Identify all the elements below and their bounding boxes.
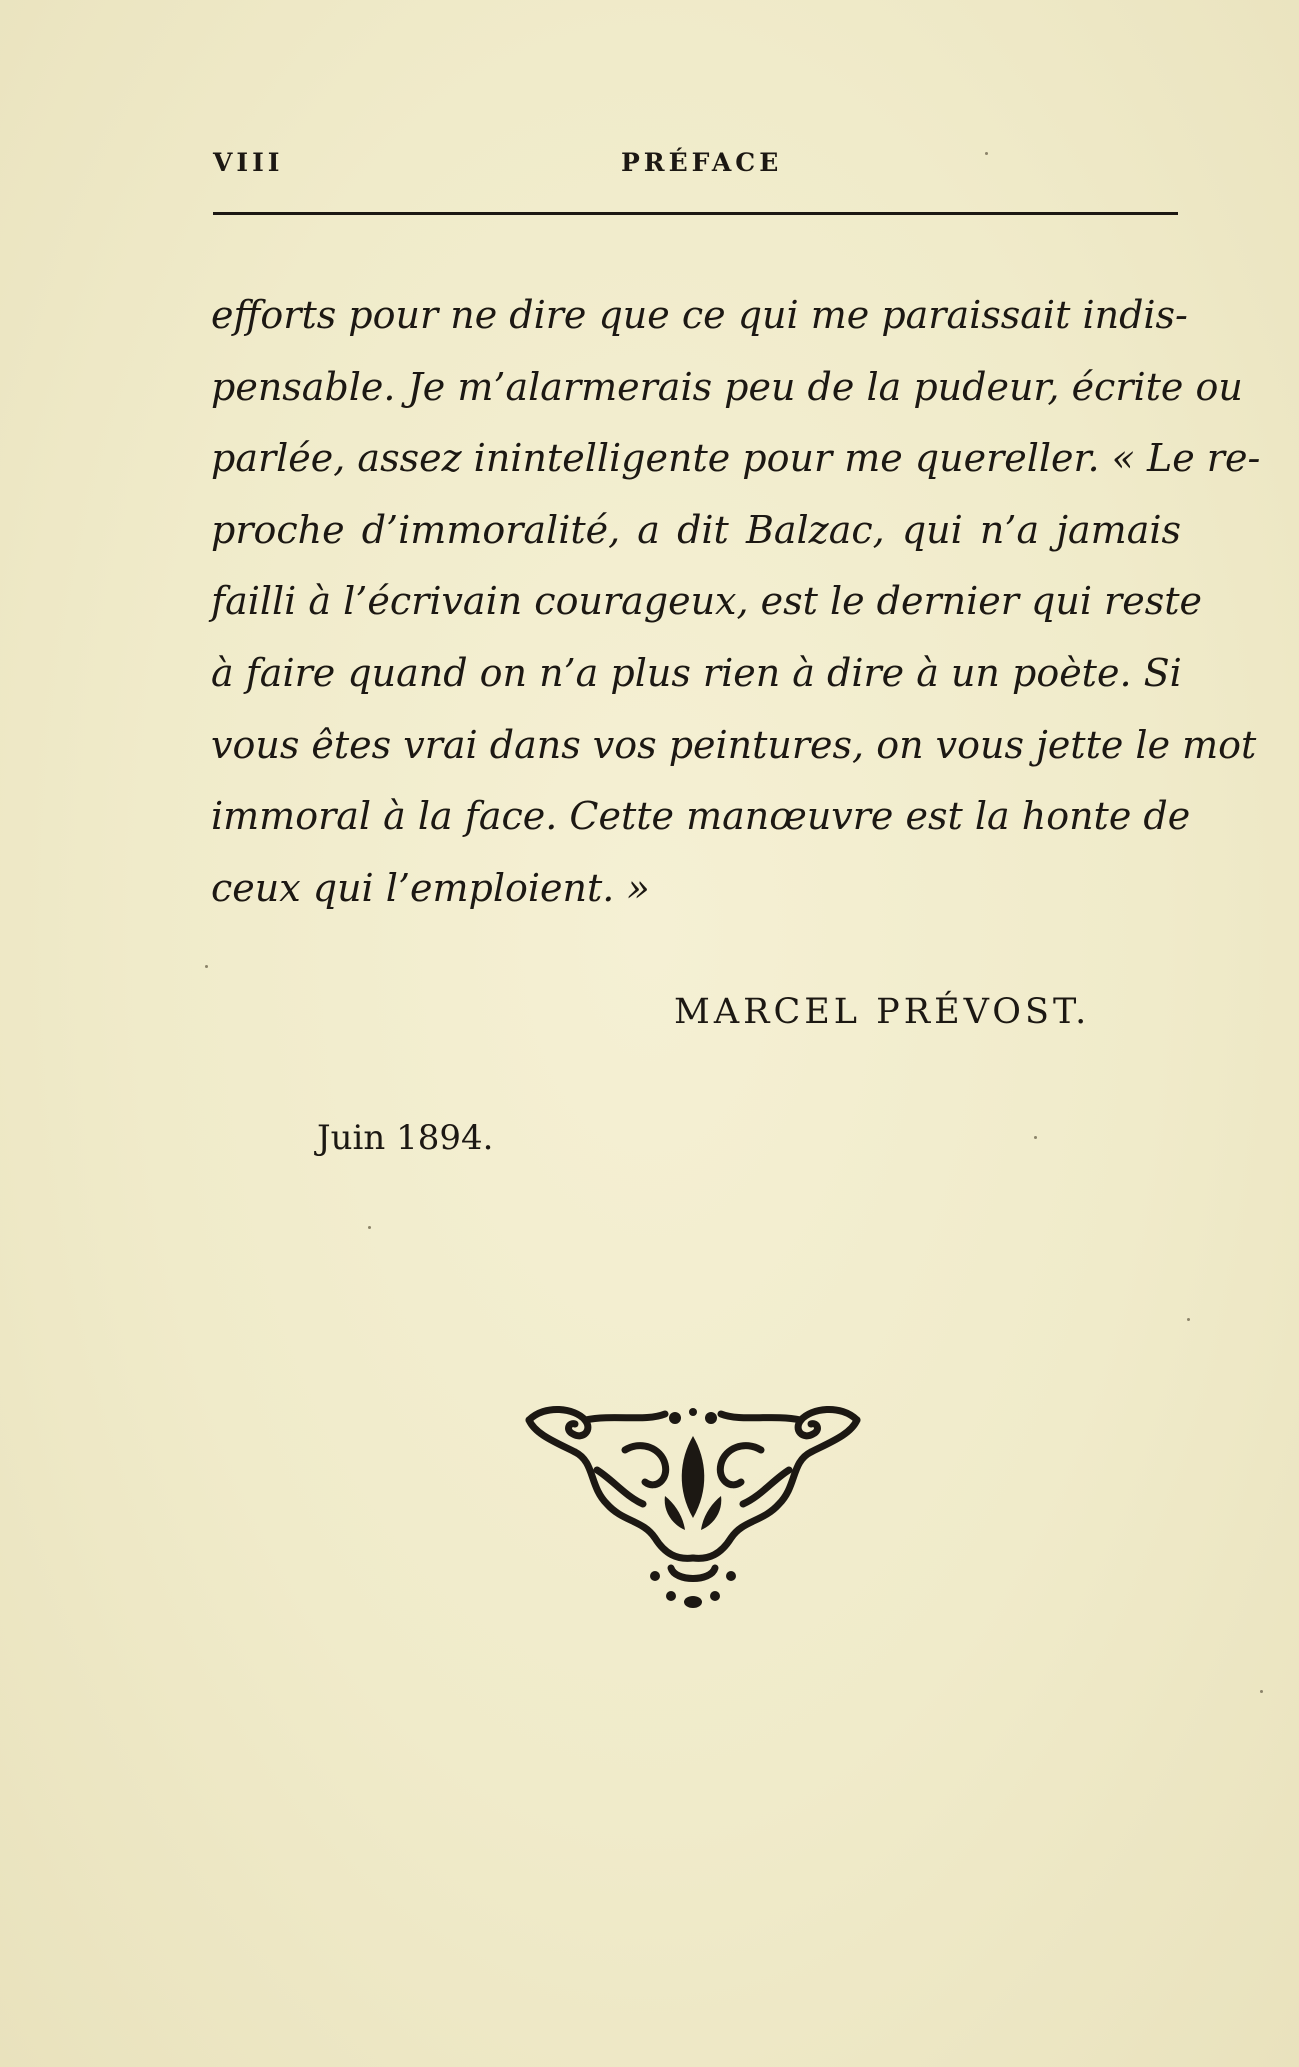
text-line: parlée, assez inintelligente pour me quereller. « Le re- bbox=[211, 436, 1261, 481]
preface-body bbox=[211, 280, 1261, 924]
cul-de-lampe-ornament-icon bbox=[515, 1400, 871, 1610]
text-line: immoral à la face. Cette manœuvre est la honte de bbox=[211, 794, 1191, 839]
paper-speck bbox=[368, 1226, 371, 1229]
author-signature: MARCEL PRÉVOST. bbox=[674, 992, 1091, 1032]
text-line: pensable. Je m’alarmerais peu de la pudeur, écrite ou bbox=[211, 364, 1243, 409]
text-line: proche d’immoralité, a dit Balzac, qui n’a jamais bbox=[211, 507, 1181, 552]
text-line: à faire quand on n’a plus rien à dire à un poète. Si bbox=[211, 650, 1182, 695]
paper-speck bbox=[1034, 1136, 1037, 1139]
running-title: PRÉFACE bbox=[621, 148, 783, 177]
text-line: efforts pour ne dire que ce qui me paraissait indis- bbox=[211, 293, 1188, 337]
paper-speck bbox=[205, 965, 208, 968]
page-number: VIII bbox=[213, 148, 284, 177]
date-line: Juin 1894. bbox=[317, 1118, 494, 1158]
paper-speck bbox=[1260, 1690, 1263, 1693]
text-line: failli à l’écrivain courageux, est le dernier qui reste bbox=[211, 579, 1202, 624]
paper-speck bbox=[985, 152, 988, 155]
header-rule bbox=[213, 212, 1178, 215]
text-line: ceux qui l’emploient. » bbox=[211, 865, 650, 910]
running-head bbox=[213, 148, 1178, 180]
text-line: vous êtes vrai dans vos peintures, on vous jette le mot bbox=[211, 722, 1257, 767]
paper-speck bbox=[1187, 1318, 1190, 1321]
